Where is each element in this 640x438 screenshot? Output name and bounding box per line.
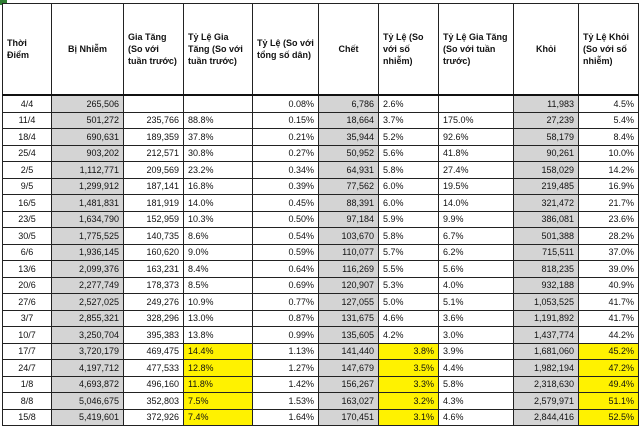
cell-deaths: 135,605	[319, 327, 379, 344]
table-row	[3, 376, 639, 393]
cell-date: 4/4	[3, 95, 52, 112]
table-row	[3, 294, 639, 311]
cell-death-rate: 4.2%	[379, 327, 439, 344]
cell-deaths: 120,907	[319, 277, 379, 294]
cell-death-rate: 5.9%	[379, 211, 439, 228]
table-row	[3, 261, 639, 278]
table-row	[3, 310, 639, 327]
cell-increase-rate: 14.4%	[184, 343, 253, 360]
cell-deaths: 6,786	[319, 95, 379, 112]
cell-deaths: 18,664	[319, 112, 379, 129]
cell-increase-rate: 8.4%	[184, 261, 253, 278]
cell-date: 3/7	[3, 310, 52, 327]
cell-deaths: 141,440	[319, 343, 379, 360]
table-row	[3, 228, 639, 245]
header-ty-le-gia-tang: Tỷ Lệ Gia Tăng (So với tuần trước)	[184, 4, 253, 96]
header-chet: Chết	[319, 4, 379, 96]
cell-increase-rate: 11.8%	[184, 376, 253, 393]
cell-death-increase-rate: 27.4%	[439, 162, 514, 179]
cell-increase: 212,571	[124, 145, 184, 162]
cell-recovered: 11,983	[514, 95, 579, 112]
table-row	[3, 277, 639, 294]
table-row	[3, 195, 639, 212]
cell-death-rate: 5.3%	[379, 277, 439, 294]
header-gia-tang: Gia Tăng (So với tuần trước)	[124, 4, 184, 96]
statistics-table	[2, 3, 639, 426]
cell-recovery-rate: 28.2%	[579, 228, 639, 245]
cell-infected: 1,481,831	[52, 195, 124, 212]
cell-death-increase-rate: 4.4%	[439, 360, 514, 377]
header-ty-le-dan-so: Tỷ Lệ (So với tổng số dân)	[253, 4, 319, 96]
cell-increase: 496,160	[124, 376, 184, 393]
cell-deaths: 147,679	[319, 360, 379, 377]
cell-death-increase-rate: 175.0%	[439, 112, 514, 129]
cell-death-rate: 3.5%	[379, 360, 439, 377]
cell-increase: 187,141	[124, 178, 184, 195]
cell-increase-rate: 8.5%	[184, 277, 253, 294]
cell-deaths: 35,944	[319, 129, 379, 146]
cell-death-rate: 3.1%	[379, 409, 439, 426]
table-row	[3, 95, 639, 112]
cell-infected: 2,527,025	[52, 294, 124, 311]
cell-population-rate: 0.77%	[253, 294, 319, 311]
cell-death-increase-rate: 92.6%	[439, 129, 514, 146]
cell-population-rate: 0.39%	[253, 178, 319, 195]
cell-death-increase-rate: 4.6%	[439, 409, 514, 426]
header-bi-nhiem: Bị Nhiễm	[52, 4, 124, 96]
table-row	[3, 211, 639, 228]
cell-population-rate: 1.42%	[253, 376, 319, 393]
cell-increase: 469,475	[124, 343, 184, 360]
cell-date: 2/5	[3, 162, 52, 179]
cell-increase: 189,359	[124, 129, 184, 146]
header-ty-le-khoi: Tỷ Lệ Khỏi (So với số nhiễm)	[579, 4, 639, 96]
cell-death-increase-rate: 14.0%	[439, 195, 514, 212]
cell-deaths: 116,269	[319, 261, 379, 278]
cell-date: 15/8	[3, 409, 52, 426]
cell-deaths: 110,077	[319, 244, 379, 261]
cell-recovery-rate: 39.0%	[579, 261, 639, 278]
cell-death-rate: 6.0%	[379, 178, 439, 195]
cell-recovery-rate: 4.5%	[579, 95, 639, 112]
cell-population-rate: 1.64%	[253, 409, 319, 426]
cell-population-rate: 0.99%	[253, 327, 319, 344]
cell-recovery-rate: 45.2%	[579, 343, 639, 360]
cell-population-rate: 0.87%	[253, 310, 319, 327]
cell-deaths: 77,562	[319, 178, 379, 195]
cell-infected: 501,272	[52, 112, 124, 129]
header-ty-le-chet: Tỷ Lệ (So với số nhiễm)	[379, 4, 439, 96]
cell-increase-rate: 9.0%	[184, 244, 253, 261]
cell-increase-rate: 16.8%	[184, 178, 253, 195]
cell-death-increase-rate: 5.1%	[439, 294, 514, 311]
cell-deaths: 64,931	[319, 162, 379, 179]
table-row	[3, 244, 639, 261]
cell-death-increase-rate: 9.9%	[439, 211, 514, 228]
cell-deaths: 103,670	[319, 228, 379, 245]
cell-death-increase-rate: 5.6%	[439, 261, 514, 278]
cell-date: 24/7	[3, 360, 52, 377]
cell-date: 9/5	[3, 178, 52, 195]
header-khoi: Khỏi	[514, 4, 579, 96]
cell-recovery-rate: 21.7%	[579, 195, 639, 212]
cell-death-rate: 3.2%	[379, 393, 439, 410]
cell-recovery-rate: 40.9%	[579, 277, 639, 294]
cell-recovered: 1,053,525	[514, 294, 579, 311]
cell-recovered: 932,188	[514, 277, 579, 294]
cell-population-rate: 0.27%	[253, 145, 319, 162]
cell-increase: 249,276	[124, 294, 184, 311]
cell-recovered: 2,579,971	[514, 393, 579, 410]
cell-recovered: 2,318,630	[514, 376, 579, 393]
cell-date: 10/7	[3, 327, 52, 344]
cell-population-rate: 0.69%	[253, 277, 319, 294]
cell-deaths: 50,952	[319, 145, 379, 162]
cell-death-increase-rate: 6.7%	[439, 228, 514, 245]
table-row	[3, 360, 639, 377]
cell-death-increase-rate: 4.3%	[439, 393, 514, 410]
cell-deaths: 131,675	[319, 310, 379, 327]
cell-recovered: 386,081	[514, 211, 579, 228]
cell-recovered: 58,179	[514, 129, 579, 146]
cell-increase-rate	[184, 95, 253, 112]
cell-increase: 209,569	[124, 162, 184, 179]
cell-recovered: 501,388	[514, 228, 579, 245]
cell-infected: 4,693,872	[52, 376, 124, 393]
cell-infected: 1,775,525	[52, 228, 124, 245]
cell-recovery-rate: 49.4%	[579, 376, 639, 393]
cell-recovery-rate: 47.2%	[579, 360, 639, 377]
cell-recovered: 818,235	[514, 261, 579, 278]
cell-increase-rate: 7.5%	[184, 393, 253, 410]
cell-increase-rate: 88.8%	[184, 112, 253, 129]
table-row	[3, 162, 639, 179]
cell-increase-rate: 12.8%	[184, 360, 253, 377]
cell-population-rate: 0.50%	[253, 211, 319, 228]
cell-death-rate: 3.3%	[379, 376, 439, 393]
cell-recovered: 1,982,194	[514, 360, 579, 377]
cell-date: 6/6	[3, 244, 52, 261]
cell-recovered: 2,844,416	[514, 409, 579, 426]
cell-infected: 265,506	[52, 95, 124, 112]
cell-death-rate: 3.7%	[379, 112, 439, 129]
cell-recovered: 90,261	[514, 145, 579, 162]
header-ty-le-gia-tang-chet: Tỷ Lệ Gia Tăng (So với tuần trước)	[439, 4, 514, 96]
cell-death-rate: 2.6%	[379, 95, 439, 112]
cell-population-rate: 0.21%	[253, 129, 319, 146]
cell-population-rate: 0.45%	[253, 195, 319, 212]
cell-increase: 395,383	[124, 327, 184, 344]
cell-date: 11/4	[3, 112, 52, 129]
cell-increase: 152,959	[124, 211, 184, 228]
cell-infected: 690,631	[52, 129, 124, 146]
cell-increase-rate: 30.8%	[184, 145, 253, 162]
header-thoi-diem: Thời Điểm	[3, 4, 52, 96]
cell-population-rate: 0.64%	[253, 261, 319, 278]
cell-recovered: 715,511	[514, 244, 579, 261]
cell-date: 23/5	[3, 211, 52, 228]
cell-infected: 2,855,321	[52, 310, 124, 327]
cell-death-rate: 5.5%	[379, 261, 439, 278]
cell-death-increase-rate: 19.5%	[439, 178, 514, 195]
cell-deaths: 97,184	[319, 211, 379, 228]
cell-recovery-rate: 14.2%	[579, 162, 639, 179]
cell-recovery-rate: 41.7%	[579, 310, 639, 327]
cell-recovery-rate: 37.0%	[579, 244, 639, 261]
cell-death-rate: 6.0%	[379, 195, 439, 212]
cell-deaths: 88,391	[319, 195, 379, 212]
cell-infected: 3,250,704	[52, 327, 124, 344]
table-row	[3, 145, 639, 162]
cell-recovery-rate: 51.1%	[579, 393, 639, 410]
cell-infected: 4,197,712	[52, 360, 124, 377]
cell-recovery-rate: 8.4%	[579, 129, 639, 146]
table-row	[3, 112, 639, 129]
cell-increase-rate: 10.9%	[184, 294, 253, 311]
cell-increase	[124, 95, 184, 112]
cell-infected: 1,299,912	[52, 178, 124, 195]
cell-date: 30/5	[3, 228, 52, 245]
cell-death-rate: 5.8%	[379, 162, 439, 179]
cell-infected: 3,720,179	[52, 343, 124, 360]
cell-date: 16/5	[3, 195, 52, 212]
table-row	[3, 343, 639, 360]
cell-death-rate: 5.6%	[379, 145, 439, 162]
table-row	[3, 409, 639, 426]
table-row	[3, 129, 639, 146]
cell-infected: 903,202	[52, 145, 124, 162]
cell-increase-rate: 7.4%	[184, 409, 253, 426]
table-row	[3, 327, 639, 344]
cell-deaths: 163,027	[319, 393, 379, 410]
cell-recovery-rate: 5.4%	[579, 112, 639, 129]
cell-death-rate: 5.0%	[379, 294, 439, 311]
cell-increase: 160,620	[124, 244, 184, 261]
cell-death-increase-rate: 3.9%	[439, 343, 514, 360]
cell-population-rate: 1.13%	[253, 343, 319, 360]
cell-increase: 163,231	[124, 261, 184, 278]
cell-recovered: 158,029	[514, 162, 579, 179]
cell-death-increase-rate: 3.0%	[439, 327, 514, 344]
cell-increase-rate: 37.8%	[184, 129, 253, 146]
cell-population-rate: 1.27%	[253, 360, 319, 377]
cell-recovered: 321,472	[514, 195, 579, 212]
cell-date: 27/6	[3, 294, 52, 311]
cell-infected: 2,277,749	[52, 277, 124, 294]
cell-recovered: 27,239	[514, 112, 579, 129]
cell-recovered: 219,485	[514, 178, 579, 195]
cell-death-rate: 5.7%	[379, 244, 439, 261]
cell-increase: 477,533	[124, 360, 184, 377]
cell-death-rate: 3.8%	[379, 343, 439, 360]
cell-increase: 181,919	[124, 195, 184, 212]
cell-death-increase-rate: 6.2%	[439, 244, 514, 261]
table-row	[3, 178, 639, 195]
cell-date: 1/8	[3, 376, 52, 393]
cell-deaths: 170,451	[319, 409, 379, 426]
cell-increase-rate: 23.2%	[184, 162, 253, 179]
cell-date: 8/8	[3, 393, 52, 410]
cell-population-rate: 1.53%	[253, 393, 319, 410]
cell-infected: 5,046,675	[52, 393, 124, 410]
cell-infected: 2,099,376	[52, 261, 124, 278]
cell-recovered: 1,681,060	[514, 343, 579, 360]
cell-recovery-rate: 16.9%	[579, 178, 639, 195]
cell-infected: 1,936,145	[52, 244, 124, 261]
cell-death-rate: 5.8%	[379, 228, 439, 245]
cell-recovery-rate: 10.0%	[579, 145, 639, 162]
cell-increase: 372,926	[124, 409, 184, 426]
cell-death-increase-rate: 5.8%	[439, 376, 514, 393]
cell-population-rate: 0.08%	[253, 95, 319, 112]
cell-date: 20/6	[3, 277, 52, 294]
cell-recovery-rate: 41.7%	[579, 294, 639, 311]
cell-recovery-rate: 44.2%	[579, 327, 639, 344]
cell-death-increase-rate: 3.6%	[439, 310, 514, 327]
cell-increase: 178,373	[124, 277, 184, 294]
cell-infected: 5,419,601	[52, 409, 124, 426]
cell-recovery-rate: 52.5%	[579, 409, 639, 426]
cell-increase-rate: 8.6%	[184, 228, 253, 245]
cell-death-increase-rate: 4.0%	[439, 277, 514, 294]
cell-population-rate: 0.54%	[253, 228, 319, 245]
cell-increase-rate: 13.0%	[184, 310, 253, 327]
cell-death-rate: 5.2%	[379, 129, 439, 146]
cell-infected: 1,112,771	[52, 162, 124, 179]
cell-recovered: 1,437,774	[514, 327, 579, 344]
cell-date: 13/6	[3, 261, 52, 278]
cell-increase: 140,735	[124, 228, 184, 245]
cell-population-rate: 0.59%	[253, 244, 319, 261]
cell-population-rate: 0.15%	[253, 112, 319, 129]
cell-date: 17/7	[3, 343, 52, 360]
cell-date: 18/4	[3, 129, 52, 146]
cell-increase-rate: 13.8%	[184, 327, 253, 344]
cell-death-increase-rate	[439, 95, 514, 112]
cell-increase: 328,296	[124, 310, 184, 327]
cell-increase: 235,766	[124, 112, 184, 129]
header-row	[3, 4, 639, 96]
cell-population-rate: 0.34%	[253, 162, 319, 179]
cell-increase: 352,803	[124, 393, 184, 410]
cell-death-rate: 4.6%	[379, 310, 439, 327]
cell-date: 25/4	[3, 145, 52, 162]
table-row	[3, 393, 639, 410]
cell-death-increase-rate: 41.8%	[439, 145, 514, 162]
cell-recovery-rate: 23.6%	[579, 211, 639, 228]
cell-deaths: 127,055	[319, 294, 379, 311]
cell-deaths: 156,267	[319, 376, 379, 393]
cell-increase-rate: 14.0%	[184, 195, 253, 212]
cell-recovered: 1,191,892	[514, 310, 579, 327]
cell-infected: 1,634,790	[52, 211, 124, 228]
cell-increase-rate: 10.3%	[184, 211, 253, 228]
